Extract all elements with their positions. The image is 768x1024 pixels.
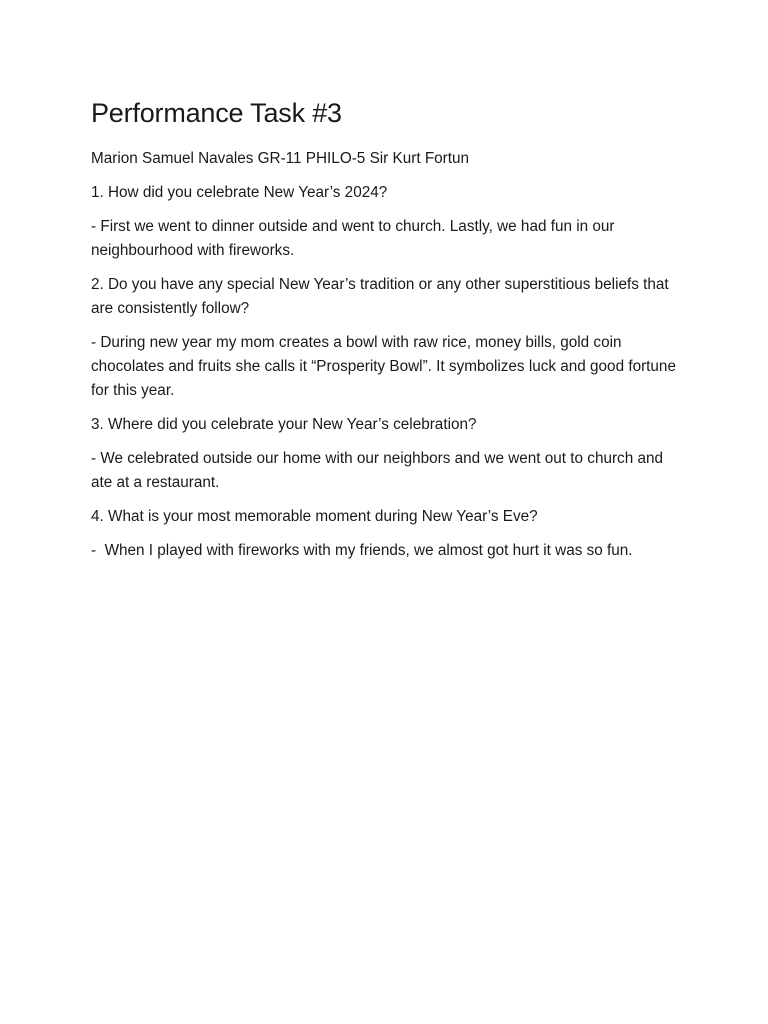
answer-4: - When I played with fireworks with my friends, we almost got hurt it was so fun. bbox=[91, 542, 633, 559]
question-2: 2. Do you have any special New Year’s tradition or any other superstitious beliefs that are consistently follow? bbox=[91, 276, 669, 317]
answer-1: - First we went to dinner outside and went to church. Lastly, we had fun in our neighbourhood with fireworks. bbox=[91, 218, 615, 259]
document-title: Performance Task #3 bbox=[91, 98, 342, 128]
answer-2: - During new year my mom creates a bowl with raw rice, money bills, gold coin chocolates and fruits she calls it “Prosperity Bowl”. It symbolizes luck and good fortune for this year. bbox=[91, 334, 676, 399]
question-1: 1. How did you celebrate New Year’s 2024? bbox=[91, 184, 388, 201]
answer-3: - We celebrated outside our home with our neighbors and we went out to church and ate at a restaurant. bbox=[91, 450, 663, 491]
question-3: 3. Where did you celebrate your New Year’s celebration? bbox=[91, 416, 477, 433]
question-4: 4. What is your most memorable moment during New Year’s Eve? bbox=[91, 508, 538, 525]
author-line: Marion Samuel Navales GR-11 PHILO-5 Sir Kurt Fortun bbox=[91, 150, 470, 167]
